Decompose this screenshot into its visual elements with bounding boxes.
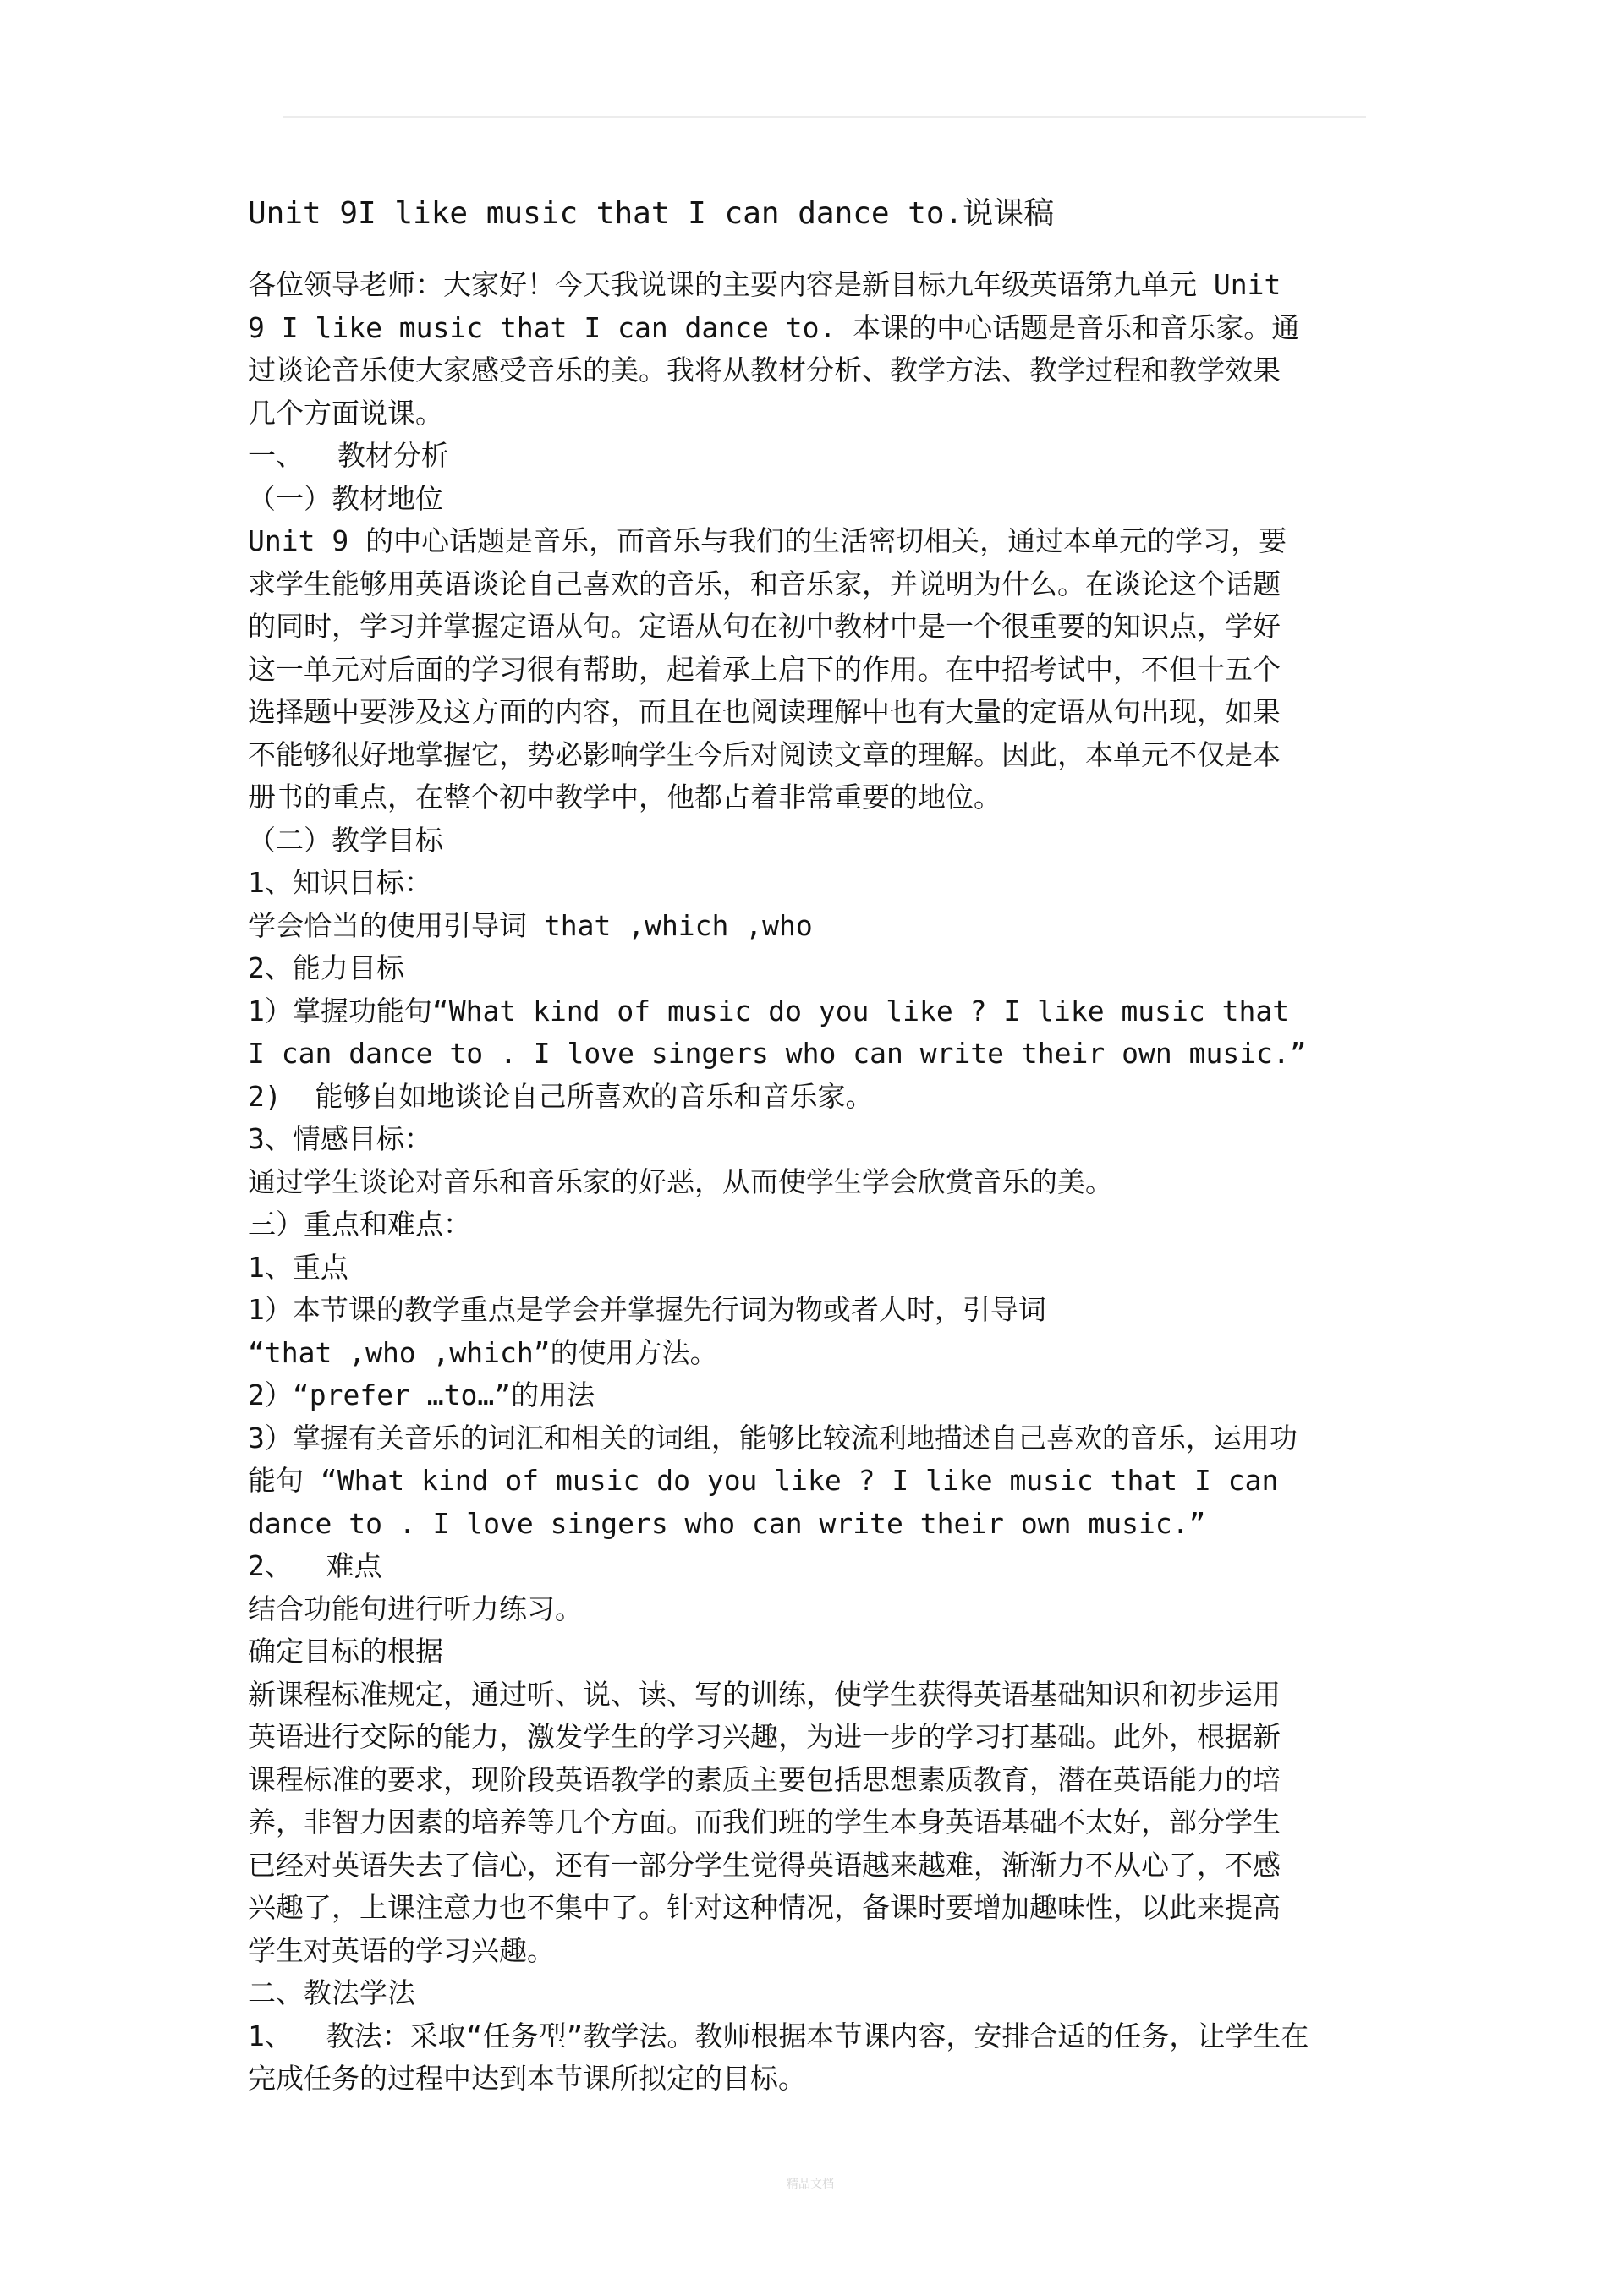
document-title: Unit 9I like music that I can dance to.说课稿 <box>248 196 1055 231</box>
text-line: 各位领导老师：大家好！今天我说课的主要内容是新目标九年级英语第九单元 Unit <box>248 268 1281 301</box>
text-line: 2、 难点 <box>248 1549 382 1582</box>
text-line: 1、 教法：采取“任务型”教学法。教师根据本节课内容，安排合适的任务，让学生在 <box>248 2019 1309 2052</box>
section-heading: 一、 教材分析 <box>248 439 449 472</box>
text-line: I can dance to . I love singers who can write their own music.” <box>248 1037 1307 1070</box>
text-line: 几个方面说课。 <box>248 396 443 430</box>
text-line: 结合功能句进行听力练习。 <box>248 1592 583 1625</box>
text-line: 1）本节课的教学重点是学会并掌握先行词为物或者人时，引导词 <box>248 1293 1046 1326</box>
text-line: 选择题中要涉及这方面的内容，而且在也阅读理解中也有大量的定语从句出现，如果 <box>248 695 1281 728</box>
text-line: Unit 9 的中心话题是音乐，而音乐与我们的生活密切相关，通过本单元的学习，要 <box>248 524 1287 557</box>
text-line: 求学生能够用英语谈论自己喜欢的音乐，和音乐家，并说明为什么。在谈论这个话题 <box>248 567 1281 600</box>
text-line: 通过学生谈论对音乐和音乐家的好恶，从而使学生学会欣赏音乐的美。 <box>248 1164 1113 1198</box>
document-body <box>248 193 1398 2101</box>
text-line: 过谈论音乐使大家感受音乐的美。我将从教材分析、教学方法、教学过程和教学效果 <box>248 353 1281 386</box>
text-line: 的同时，学习并掌握定语从句。定语从句在初中教材中是一个很重要的知识点，学好 <box>248 610 1281 643</box>
text-line: 2）“prefer …to…”的用法 <box>248 1378 595 1411</box>
text-line: 册书的重点，在整个初中教学中，他都占着非常重要的地位。 <box>248 781 1001 814</box>
text-line: 确定目标的根据 <box>248 1635 443 1668</box>
text-line: 3）掌握有关音乐的词汇和相关的词组，能够比较流利地描述自己喜欢的音乐，运用功 <box>248 1421 1298 1455</box>
text-line: 课程标准的要求，现阶段英语教学的素质主要包括思想素质教育，潜在英语能力的培 <box>248 1762 1281 1796</box>
text-line: 完成任务的过程中达到本节课所拟定的目标。 <box>248 2062 806 2095</box>
subsection-heading: （一）教材地位 <box>248 481 443 515</box>
text-line: dance to . I love singers who can write their own music.” <box>248 1506 1206 1540</box>
text-line: 1、重点 <box>248 1250 348 1284</box>
text-line: 1、知识目标： <box>248 866 432 899</box>
text-line: 已经对英语失去了信心，还有一部分学生觉得英语越来越难，渐渐力不从心了，不感 <box>248 1848 1281 1882</box>
section-heading: 二、教法学法 <box>248 1976 415 2009</box>
text-line: 兴趣了，上课注意力也不集中了。针对这种情况，备课时要增加趣味性，以此来提高 <box>248 1891 1281 1924</box>
text-line: 学生对英语的学习兴趣。 <box>248 1933 555 1967</box>
footer-watermark: 精品文档 <box>787 2178 834 2191</box>
text-line: 这一单元对后面的学习很有帮助，起着承上启下的作用。在中招考试中，不但十五个 <box>248 652 1281 686</box>
text-line: “that ,who ,which”的使用方法。 <box>248 1335 718 1369</box>
text-line: 9 I like music that I can dance to. 本课的中心话题是音乐和音乐家。通 <box>248 310 1300 344</box>
text-line: 不能够很好地掌握它，势必影响学生今后对阅读文章的理解。因此，本单元不仅是本 <box>248 737 1281 771</box>
subsection-heading: 三）重点和难点： <box>248 1208 471 1241</box>
text-line: 学会恰当的使用引导词 that ,which ,who <box>248 908 813 942</box>
subsection-heading: （二）教学目标 <box>248 823 443 857</box>
text-line: 1）掌握功能句“What kind of music do you like ? I like music that <box>248 994 1290 1027</box>
text-line: 3、情感目标： <box>248 1122 432 1155</box>
text-line: 2) 能够自如地谈论自己所喜欢的音乐和音乐家。 <box>248 1079 874 1113</box>
text-line: 养，非智力因素的培养等几个方面。而我们班的学生本身英语基础不太好，部分学生 <box>248 1806 1281 1838</box>
header-divider <box>283 116 1366 118</box>
text-line: 2、能力目标 <box>248 951 404 984</box>
text-line: 新课程标准规定，通过听、说、读、写的训练，使学生获得英语基础知识和初步运用 <box>248 1677 1281 1711</box>
text-line: 英语进行交际的能力，激发学生的学习兴趣，为进一步的学习打基础。此外，根据新 <box>248 1720 1281 1753</box>
text-line: 能句 “What kind of music do you like ? I like music that I can <box>248 1464 1279 1497</box>
